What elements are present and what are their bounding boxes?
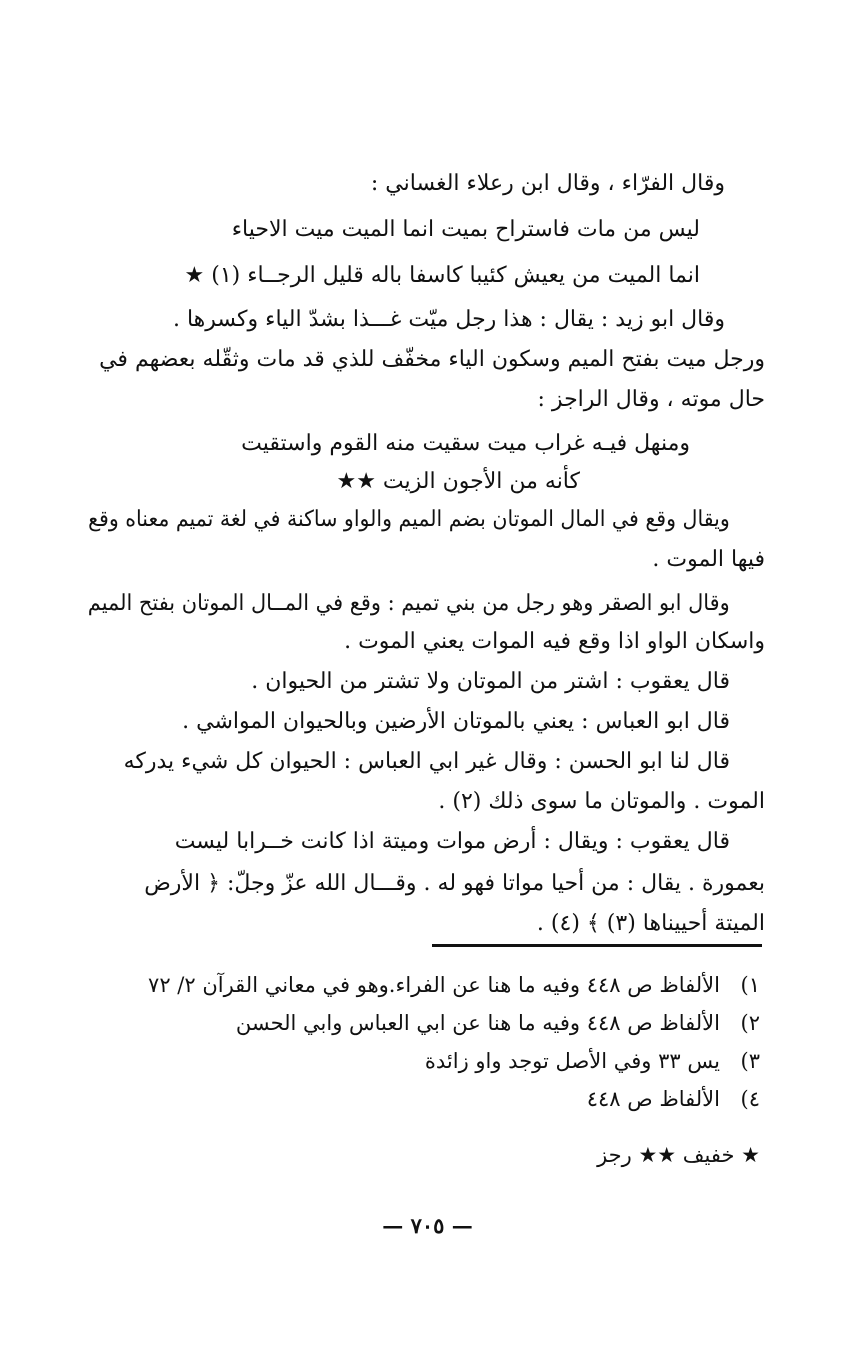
text-line [0,904,855,944]
text-line [0,340,855,380]
text-line-content: قال ابو العباس : يعني بالموتان الأرضين وبالحيوان المواشي . [182,709,730,734]
verse-line [0,462,855,502]
footnote-number: ٤) [740,1087,760,1111]
verse-line [0,256,855,296]
text-line-content: الميتة أحييناها (٣) ﴾ (٤) . [536,911,765,936]
text-line-content: وقال ابو الصقر وهو رجل من بني تميم : وقع في المــال الموتان بفتح الميم [88,591,730,616]
page-number: — ٧٠٥ — [382,1213,473,1238]
verse-line [0,210,855,250]
verse-content: كأنه من الأجون الزيت ★★ [336,469,580,494]
text-line-content: واسكان الواو اذا وقع فيه الموات يعني الموت . [344,629,765,654]
footnote-text: الألفاظ ص ٤٤٨ وفيه ما هنا عن الفراء.وهو في معاني القرآن ٢/ ٧٢ [148,973,720,997]
text-line-content: وقال الفرّاء ، وقال ابن رعلاء الغساني : [370,171,725,196]
text-line [0,540,855,580]
text-line-content: قال يعقوب : ويقال : أرض موات وميتة اذا كانت خــرابا ليست [174,829,730,854]
footnote-separator [432,944,762,947]
footnote-number: ٣) [740,1049,760,1073]
footnote-number: ١) [740,973,760,997]
footnote-text: الألفاظ ص ٤٤٨ وفيه ما هنا عن ابي العباس وابي الحسن [235,1011,720,1035]
verse-content: ليس من مات فاستراح بميت انما الميت ميت الاحياء [231,217,700,242]
text-line-content: ورجل ميت بفتح الميم وسكون الياء مخفّف للذي قد مات وثقّله بعضهم في [99,347,765,372]
text-line-content: فيها الموت . [652,547,765,572]
text-line [0,584,855,624]
meter-legend-text: ★ خفيف ★★ رجز [597,1143,760,1167]
text-line [0,300,855,340]
text-line-content: قال لنا ابو الحسن : وقال غير ابي العباس : الحيوان كل شيء يدركه [123,749,730,774]
text-line-content: الموت . والموتان ما سوى ذلك (٢) . [438,789,765,814]
text-line-content: ويقال وقع في المال الموتان بضم الميم والواو ساكنة في لغة تميم معناه وقع [88,507,730,532]
footnote [0,1042,855,1080]
footnote [0,1080,855,1118]
text-line [0,622,855,662]
text-line [0,164,855,204]
verse-content: ومنهل فيـه غراب ميت سقيت منه القوم واستقيت [241,431,690,456]
verse-content: انما الميت من يعيش كئيبا كاسفا باله قليل الرجــاء (١) ★ [184,263,700,288]
footnote [0,1004,855,1042]
text-line-content: حال موته ، وقال الراجز : [537,387,765,412]
text-line-content: بعمورة . يقال : من أحيا مواتا فهو له . وقـــال الله عزّ وجلّ: ﴿ الأرض [144,871,765,896]
text-line [0,822,855,862]
verse-line [0,424,855,464]
text-line [0,742,855,782]
text-line [0,500,855,540]
text-line [0,702,855,742]
footnote-number: ٢) [740,1011,760,1035]
text-line [0,380,855,420]
text-line [0,782,855,822]
footnote-text: الألفاظ ص ٤٤٨ [586,1087,720,1111]
text-line-content: قال يعقوب : اشتر من الموتان ولا تشتر من الحيوان . [251,669,730,694]
text-line [0,864,855,904]
footnote [0,966,855,1004]
text-line-content: وقال ابو زيد : يقال : هذا رجل ميّت غـــذا بشدّ الياء وكسرها . [172,307,725,332]
text-line [0,662,855,702]
meter-legend [0,1136,855,1174]
footnote-text: يس ٣٣ وفي الأصل توجد واو زائدة [424,1049,720,1073]
